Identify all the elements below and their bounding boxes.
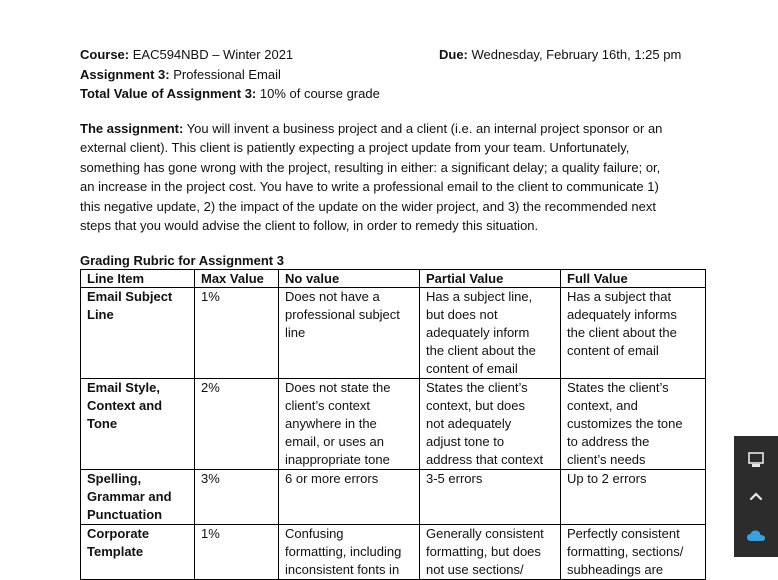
course-value: EAC594NBD – Winter 2021 bbox=[129, 47, 294, 62]
assignment-desc-line: external client). This client is patiently expecting a project update from your team. Unfortunately, bbox=[80, 140, 630, 155]
cell-line: Confusing bbox=[285, 525, 344, 541]
cell-line: inappropriate tone bbox=[285, 451, 390, 467]
cell-line: context, and bbox=[567, 397, 638, 413]
cell-line: States the client’s bbox=[567, 379, 669, 395]
chevron-up-icon bbox=[748, 489, 764, 505]
max-value-cell bbox=[195, 287, 279, 378]
rubric-header-row bbox=[81, 269, 706, 287]
cell-line: 1% bbox=[201, 288, 220, 304]
no-value-cell bbox=[279, 469, 420, 524]
cell-line: Tone bbox=[87, 415, 118, 431]
cell-line: Grammar and bbox=[87, 488, 172, 504]
course-line bbox=[80, 45, 705, 65]
cell-line: Email Style, bbox=[87, 379, 160, 395]
assignment-label: Assignment 3: bbox=[80, 66, 170, 82]
cell-line: not adequately bbox=[426, 415, 512, 431]
cell-line: 2% bbox=[201, 379, 220, 395]
cell-line: the client about the bbox=[426, 342, 536, 358]
cell-line: Email Subject bbox=[87, 288, 173, 304]
cell-line: formatting, but does bbox=[426, 543, 541, 559]
due-line bbox=[439, 45, 681, 65]
cell-line: 3% bbox=[201, 470, 220, 486]
cell-line: Does not have a bbox=[285, 288, 380, 304]
cell-line: Up to 2 errors bbox=[567, 470, 647, 486]
column-header: Full Value bbox=[561, 269, 706, 287]
cell-line: subheadings are bbox=[567, 561, 664, 577]
cell-line: context, but does bbox=[426, 397, 526, 413]
cell-line: customizes the tone bbox=[567, 415, 683, 431]
line-item-cell bbox=[81, 524, 195, 579]
assignment-line bbox=[80, 65, 705, 85]
assignment-value: Professional Email bbox=[169, 66, 281, 82]
assignment-desc-label: The assignment: bbox=[80, 120, 184, 136]
rubric-table bbox=[80, 269, 706, 580]
cell-line: Punctuation bbox=[87, 506, 163, 522]
viewer-side-toolbar bbox=[734, 436, 778, 557]
assignment-desc-line: an increase in the project cost. You have to write a professional email to the client to communicate 1) bbox=[80, 179, 659, 194]
full-value-cell bbox=[561, 287, 706, 378]
page-view-button[interactable] bbox=[740, 444, 772, 476]
cell-line: Corporate bbox=[87, 525, 150, 541]
line-item-cell bbox=[81, 287, 195, 378]
partial-value-cell bbox=[420, 287, 561, 378]
cell-line: the client about the bbox=[567, 324, 677, 340]
cell-line: adequately inform bbox=[426, 324, 530, 340]
cell-line: Perfectly consistent bbox=[567, 525, 680, 541]
scroll-up-button[interactable] bbox=[740, 481, 772, 513]
cell-line: 1% bbox=[201, 525, 220, 541]
assignment-desc-line: You will invent a business project and a client (i.e. an internal project sponsor or an bbox=[183, 120, 663, 136]
full-value-cell bbox=[561, 378, 706, 469]
cell-line: address that context bbox=[426, 451, 544, 467]
partial-value-cell bbox=[420, 469, 561, 524]
cell-line: line bbox=[285, 324, 306, 340]
full-value-cell bbox=[561, 524, 706, 579]
cell-line: Line bbox=[87, 306, 114, 322]
cell-line: email, or uses an bbox=[285, 433, 384, 449]
course-label: Course: bbox=[80, 47, 130, 62]
cell-line: but does not bbox=[426, 306, 498, 322]
cell-line: not use sections/ bbox=[426, 561, 524, 577]
rubric-title: Grading Rubric for Assignment 3 bbox=[80, 252, 284, 268]
cell-line: anywhere in the bbox=[285, 415, 377, 431]
cell-line: adjust tone to bbox=[426, 433, 505, 449]
cell-line: Context and bbox=[87, 397, 163, 413]
pdf-page-icon bbox=[747, 451, 765, 469]
due-label: Due: bbox=[439, 47, 468, 62]
column-header: Partial Value bbox=[420, 269, 561, 287]
max-value-cell bbox=[195, 378, 279, 469]
partial-value-cell bbox=[420, 378, 561, 469]
rubric-row bbox=[81, 524, 706, 579]
rubric-row bbox=[81, 378, 706, 469]
cell-line: content of email bbox=[426, 360, 518, 376]
due-value: Wednesday, February 16th, 1:25 pm bbox=[467, 47, 682, 62]
rubric-row bbox=[81, 287, 706, 378]
cell-line: 6 or more errors bbox=[285, 470, 379, 486]
cell-line: formatting, including bbox=[285, 543, 402, 559]
line-item-cell bbox=[81, 469, 195, 524]
cloud-button[interactable] bbox=[740, 520, 772, 552]
total-value-line bbox=[80, 84, 705, 104]
column-header: Max Value bbox=[195, 269, 279, 287]
cell-line: Does not state the bbox=[285, 379, 391, 395]
cell-line: States the client’s bbox=[426, 379, 528, 395]
cell-line: Spelling, bbox=[87, 470, 142, 486]
cell-line: to address the bbox=[567, 433, 650, 449]
assignment-desc-line: steps that you would advise the client to follow, in order to remedy this situation. bbox=[80, 218, 539, 233]
cell-line: inconsistent fonts in bbox=[285, 561, 400, 577]
assignment-paragraph bbox=[80, 119, 700, 236]
cell-line: adequately informs bbox=[567, 306, 677, 322]
column-header: Line Item bbox=[81, 269, 195, 287]
cell-line: 3-5 errors bbox=[426, 470, 483, 486]
partial-value-cell bbox=[420, 524, 561, 579]
full-value-cell bbox=[561, 469, 706, 524]
cell-line: content of email bbox=[567, 342, 659, 358]
cell-line: Generally consistent bbox=[426, 525, 544, 541]
cloud-icon bbox=[746, 528, 766, 544]
cell-line: formatting, sections/ bbox=[567, 543, 684, 559]
assignment-desc-line: something has gone wrong with the project, resulting in either: a significant delay; a quality failure; or, bbox=[80, 159, 661, 175]
column-header: No value bbox=[279, 269, 420, 287]
max-value-cell bbox=[195, 524, 279, 579]
no-value-cell bbox=[279, 378, 420, 469]
cell-line: Has a subject that bbox=[567, 288, 672, 304]
cell-line: Template bbox=[87, 543, 144, 559]
cell-line: client’s needs bbox=[567, 451, 646, 467]
no-value-cell bbox=[279, 287, 420, 378]
rubric-row bbox=[81, 469, 706, 524]
cell-line: Has a subject line, bbox=[426, 288, 533, 304]
cell-line: professional subject bbox=[285, 306, 400, 322]
no-value-cell bbox=[279, 524, 420, 579]
line-item-cell bbox=[81, 378, 195, 469]
assignment-desc-line: this negative update, 2) the impact of the update on the wider project, and 3) the recommended next bbox=[80, 198, 656, 214]
document-page bbox=[80, 45, 705, 580]
total-value: 10% of course grade bbox=[256, 86, 380, 101]
cell-line: client’s context bbox=[285, 397, 371, 413]
max-value-cell bbox=[195, 469, 279, 524]
total-label: Total Value of Assignment 3: bbox=[80, 86, 257, 101]
